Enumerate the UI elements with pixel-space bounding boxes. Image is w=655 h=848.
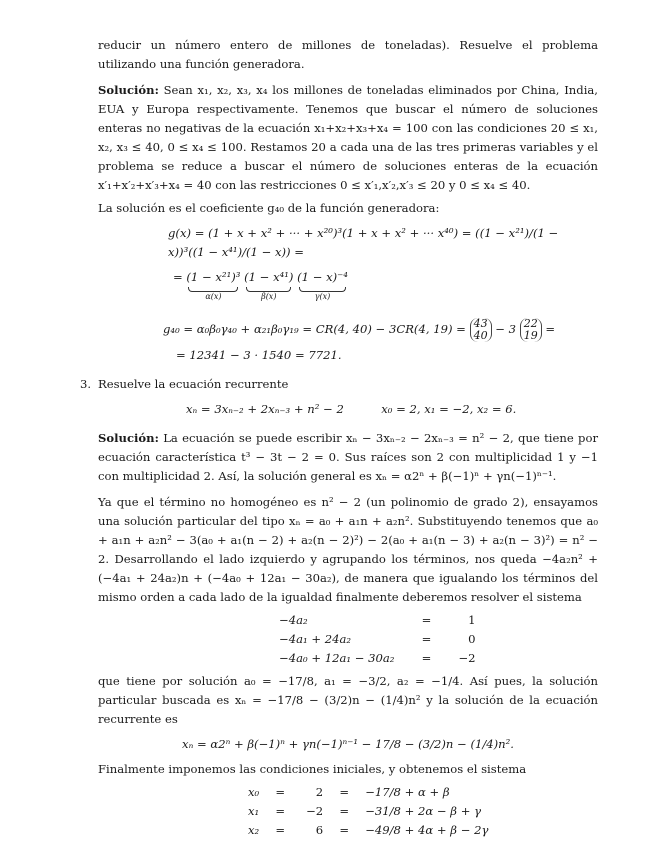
system-2-row [243, 821, 493, 840]
system-1-lhs: −4a₂ [279, 613, 308, 627]
problem-3 [80, 375, 598, 419]
system-1-rhs: 1 [468, 613, 476, 627]
brace-alpha-label: α(x) [205, 292, 222, 301]
system-1-eq: = [421, 651, 432, 665]
general-solution-eq: xₙ = α2ⁿ + β(−1)ⁿ + γn(−1)ⁿ⁻¹ − 17/8 − (3/2)n − (1/4)n². [182, 737, 514, 751]
system-2-row [243, 783, 493, 802]
system-2-val: −2 [306, 804, 324, 818]
g40-eq-line1 [98, 318, 598, 342]
binomial-43-40 [470, 318, 492, 342]
binom1-bottom: 40 [473, 329, 488, 342]
system-1-rhs: −2 [458, 651, 476, 665]
particular-solution-result: que tiene por solución a₀ = −17/8, a₁ = −3/2, a₂ = −1/4. Así pues, la solución particular buscada es xₙ = −17/8 − (3/2)n − (1/4)n² y la solución de la ecuación recurrente es [98, 674, 598, 726]
system-2-var: x₂ [248, 823, 260, 837]
binom1-top: 43 [473, 317, 488, 330]
intro-text: reducir un número entero de millones de toneladas). Resuelve el problema utilizando una función generadora. [98, 38, 598, 71]
solution-1-label: Solución: [98, 83, 159, 97]
system-2-eq2: = [339, 785, 350, 799]
page-body [80, 36, 598, 840]
recurrence-eq [98, 400, 598, 419]
brace-beta [244, 268, 293, 302]
system-2-eq1: = [275, 785, 286, 799]
brace-alpha [186, 268, 240, 302]
braces-equals: = [173, 270, 183, 284]
brace-gamma-label: γ(x) [314, 292, 331, 301]
system-2-eq1: = [275, 804, 286, 818]
solution-1-text: Sean x₁, x₂, x₃, x₄ los millones de toneladas eliminados por China, India, EUA y Europa respectivamente. Tenemos que buscar el número de soluciones enteras no negativas de la ecuación x₁+x₂+x₃+x₄ = 100 con las condiciones 20 ≤ x₁, x₂, x₃ ≤ 40, 0 ≤ x₄ ≤ 100. Restamos 20 a cada una de las tres primeras variables y el problema se reduce a buscar el número de soluciones enteras de la ecuación x′₁+x′₂+x′₃+x₄ = 40 con las restricciones 0 ≤ x′₁,x′₂,x′₃ ≤ 20 y 0 ≤ x₄ ≤ 40. [98, 83, 598, 192]
system-2 [243, 783, 493, 840]
system-1-row [273, 649, 482, 668]
binomial-22-19 [520, 318, 542, 342]
binomial-tail: = [545, 322, 556, 336]
system-1-row [273, 611, 482, 630]
solution-1-paragraph [98, 81, 598, 195]
problem-3-statement: Resuelve la ecuación recurrente [98, 377, 289, 391]
solution-3-paragraph [98, 429, 598, 486]
brace-beta-expr: (1 − x⁴¹) [244, 270, 294, 284]
initial-conditions-text: Finalmente imponemos las condiciones iniciales, y obtenemos el sistema [98, 762, 527, 776]
system-1-eq: = [421, 632, 432, 646]
system-2-eq1: = [275, 823, 286, 837]
solution-3-label: Solución: [98, 431, 159, 445]
brace-alpha-expr: (1 − x²¹)³ [186, 270, 241, 284]
system-1-eq: = [421, 613, 432, 627]
system-2-rhs: −31/8 + 2α − β + γ [365, 804, 482, 818]
system-2-val: 6 [315, 823, 324, 837]
binomial-minus: − 3 [495, 322, 517, 336]
solution-3-text: La ecuación se puede escribir xₙ − 3xₙ₋₂ − 2xₙ₋₃ = n² − 2, que tiene por ecuación característica t³ − 3t − 2 = 0. Sus raíces son 2 con multiplicidad 1 y −1 con multiplicidad 2. Así, la solución general es xₙ = α2ⁿ + β(−1)ⁿ + γn(−1)ⁿ⁻¹. [98, 431, 598, 483]
brace-gamma-expr: (1 − x)⁻⁴ [297, 270, 348, 284]
brace-gamma [297, 268, 348, 302]
system-1-lhs: −4a₁ + 24a₂ [279, 632, 352, 646]
system-2-eq2: = [339, 823, 350, 837]
system-2-rhs: −49/8 + 4α + β − 2γ [365, 823, 489, 837]
g40-eq-line2: = 12341 − 3 · 1540 = 7721. [176, 348, 342, 362]
system-2-var: x₁ [248, 804, 260, 818]
initial-conditions: x₀ = 2, x₁ = −2, x₂ = 6. [381, 402, 517, 416]
system-1-rhs: 0 [468, 632, 476, 646]
generating-function-braces [98, 268, 598, 302]
system-1 [273, 611, 482, 668]
system-2-rhs: −17/8 + α + β [365, 785, 450, 799]
binom2-bottom: 19 [523, 329, 538, 342]
particular-solution-text: Ya que el término no homogéneo es n² − 2 (un polinomio de grado 2), ensayamos una solución particular del tipo xₙ = a₀ + a₁n + a₂n². Substituyendo tenemos que a₀ + a₁n + a₂n² − 3(a₀ + a₁(n − 2) + a₂(n − 2)²) − 2(a₀ + a₁(n − 3) + a₂(n − 3)²) = n² − 2. Desarrollando el lado izquierdo y agrupando los términos, nos queda −4a₂n² + (−4a₁ + 24a₂)n + (−4a₀ + 12a₁ − 30a₂), de manera que igualando los términos del mismo orden a cada lado de la igualdad finalmente deberemos resolver el sistema [98, 495, 598, 604]
recurrence-expression: xₙ = 3xₙ₋₂ + 2xₙ₋₃ + n² − 2 [186, 402, 344, 416]
problem-3-number: 3. [80, 377, 92, 391]
brace-beta-label: β(x) [261, 292, 277, 301]
binom2-top: 22 [523, 317, 538, 330]
system-2-val: 2 [315, 785, 324, 799]
solution-1-coef-text: La solución es el coeficiente g₄₀ de la función generadora: [98, 201, 440, 215]
system-2-row [243, 802, 493, 821]
system-2-var: x₀ [248, 785, 260, 799]
g40-expression: g₄₀ = α₀β₀γ₄₀ + α₂₁β₀γ₁₉ = CR(4, 40) − 3CR(4, 19) = [163, 322, 466, 336]
system-1-row [273, 630, 482, 649]
system-1-lhs: −4a₀ + 12a₁ − 30a₂ [279, 651, 395, 665]
system-2-eq2: = [339, 804, 350, 818]
generating-function-eq: g(x) = (1 + x + x² + ··· + x²⁰)³(1 + x + x² + ··· x⁴⁰) = ((1 − x²¹)/(1 − x))³((1 − x⁴¹)/(1 − x)) = [168, 226, 559, 259]
